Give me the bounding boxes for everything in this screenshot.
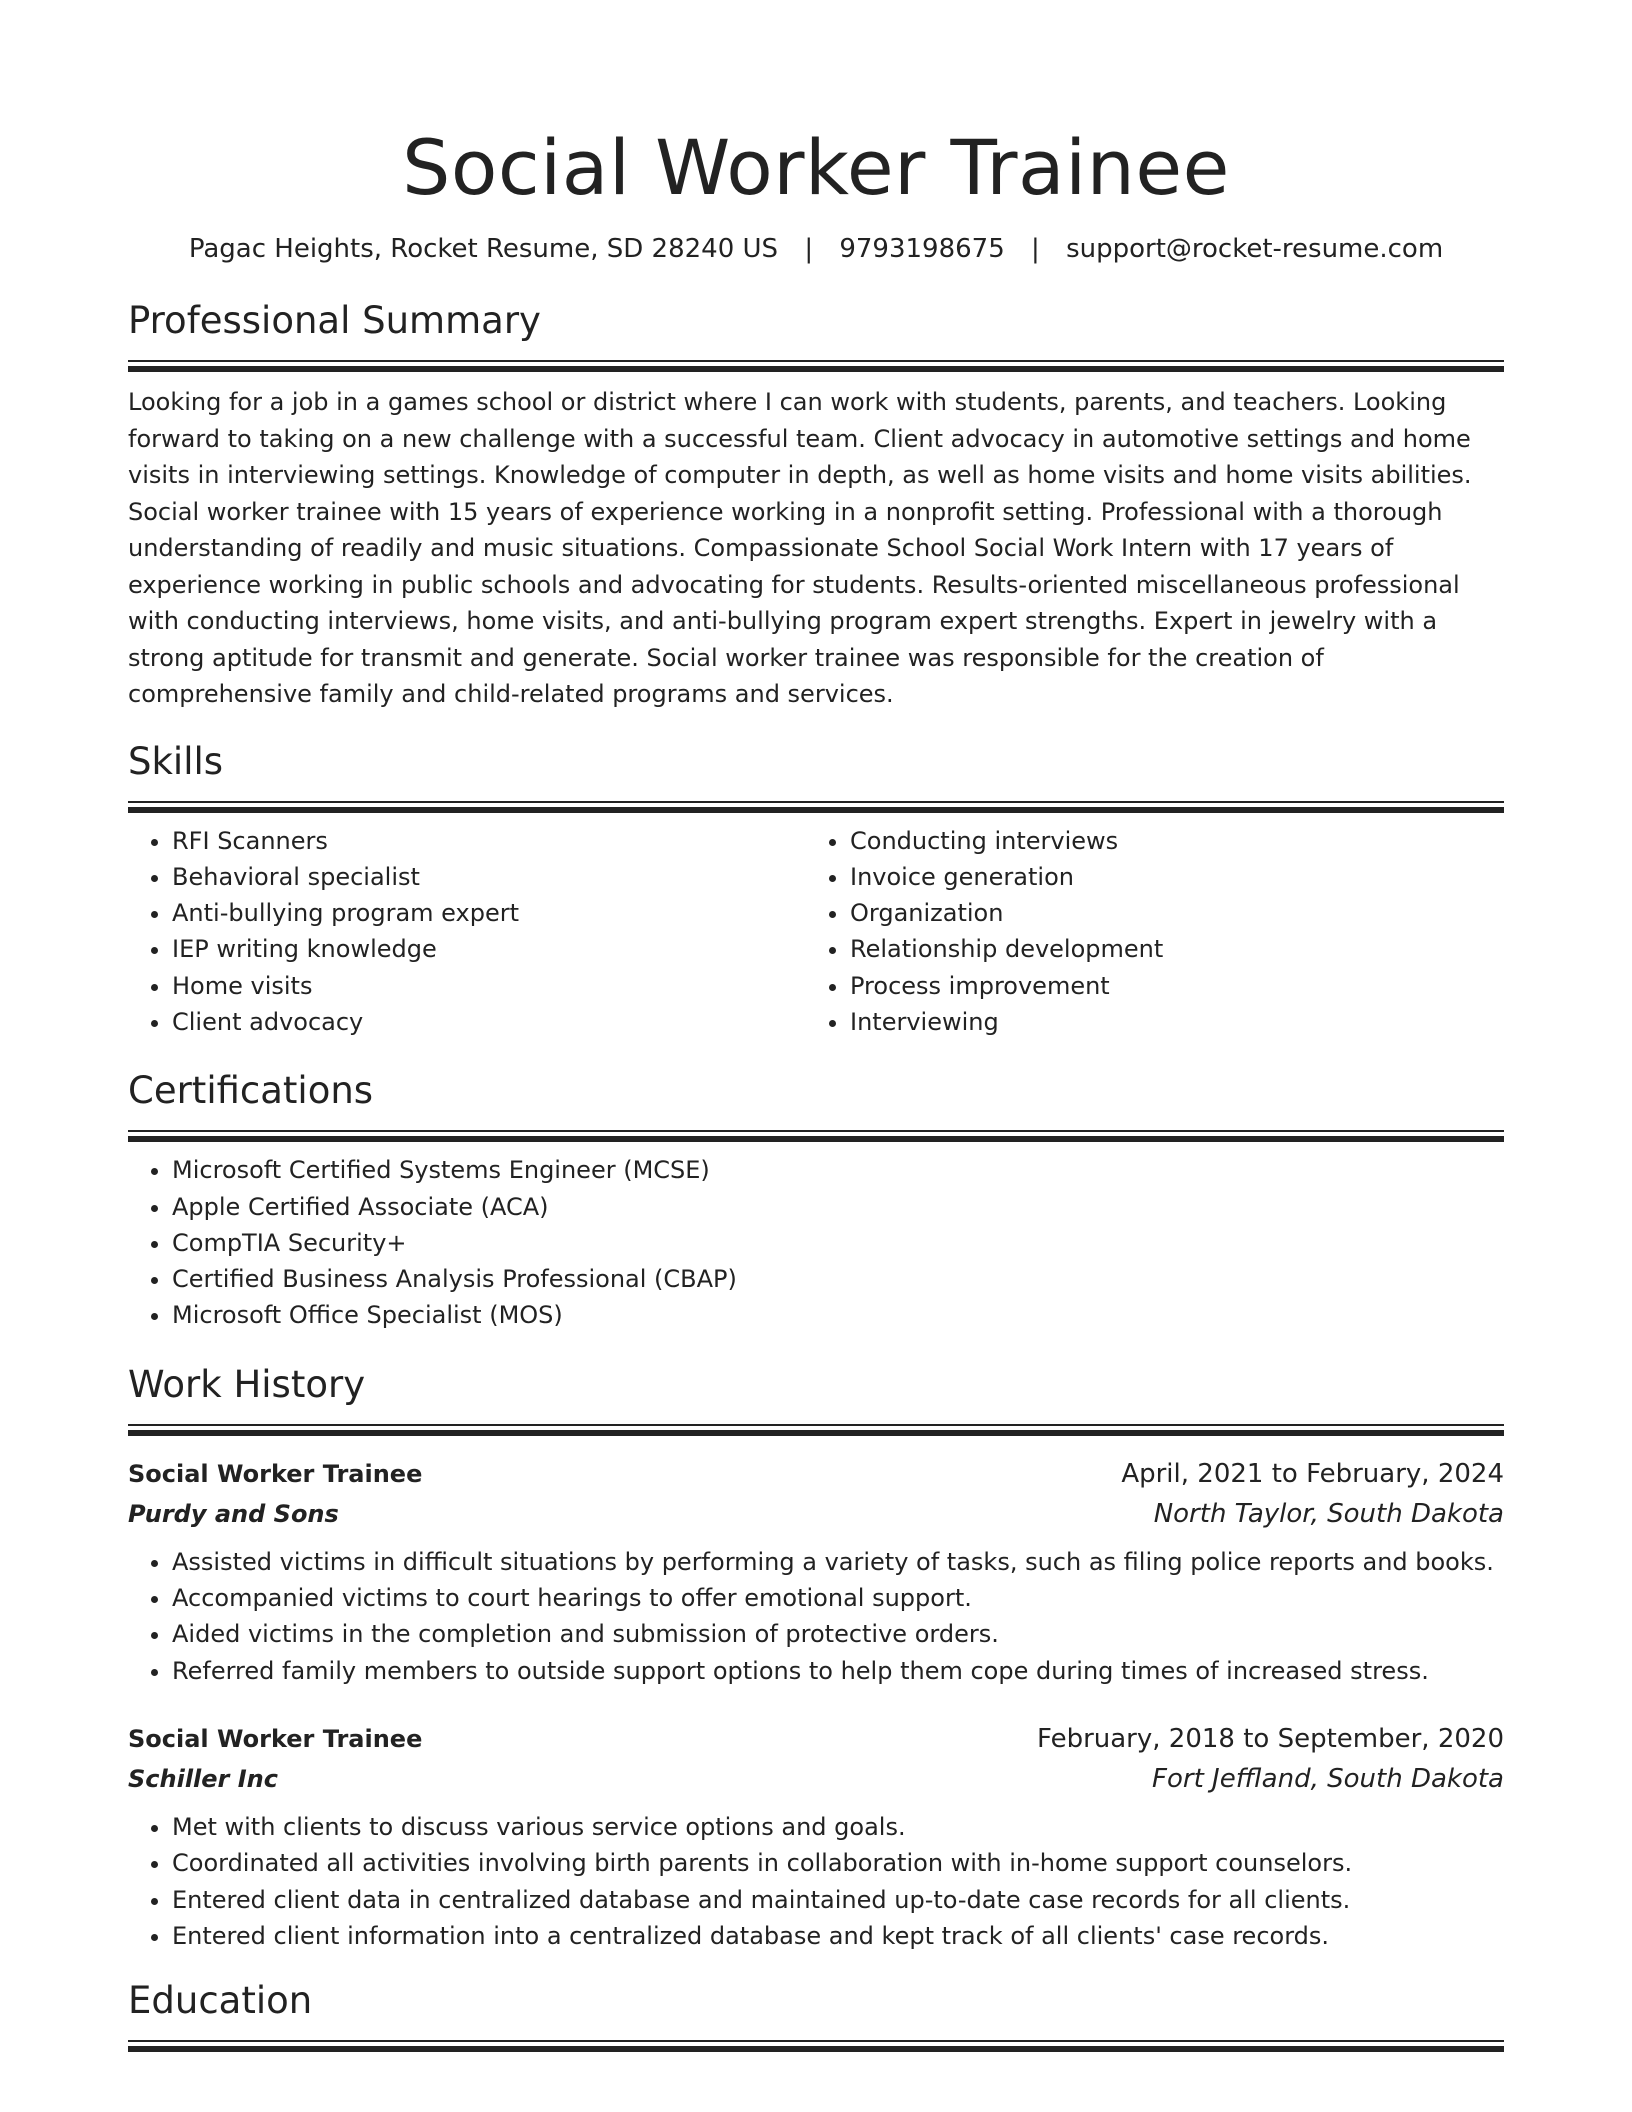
job-company: Schiller Inc: [128, 1764, 278, 1793]
contact-separator: |: [1031, 234, 1040, 264]
list-item: • Behavioral specialist: [172, 859, 806, 895]
job-dates: April, 2021 to February, 2024: [1121, 1458, 1504, 1489]
list-item: • Client advocacy: [172, 1004, 806, 1040]
job-bullets: [128, 1809, 1504, 1954]
section-title-education: Education: [128, 1979, 313, 2023]
section-divider: [128, 360, 1504, 370]
job-subheader-row: [128, 1494, 1504, 1534]
list-item: • Assisted victims in difficult situations by performing a variety of tasks, such as filing police reports and books.: [172, 1544, 1504, 1580]
list-item: • Process improvement: [850, 968, 1484, 1004]
job-dates: February, 2018 to September, 2020: [1037, 1723, 1504, 1754]
job-header-row: [128, 1719, 1504, 1759]
section-title-skills: Skills: [128, 739, 224, 783]
job-entry: [128, 1719, 1504, 1954]
list-item: • Certified Business Analysis Professional (CBAP): [172, 1261, 1504, 1297]
skills-list-right: [806, 823, 1484, 1041]
contact-separator: |: [804, 234, 814, 264]
certifications-list: [128, 1152, 1504, 1333]
list-item: • RFI Scanners: [172, 823, 806, 859]
section-title-certifications: Certifications: [128, 1069, 374, 1113]
list-item: • Aided victims in the completion and submission of protective orders.: [172, 1616, 1504, 1652]
contact-phone: 9793198675: [839, 234, 1005, 264]
job-subheader-row: [128, 1759, 1504, 1799]
resume-page: [128, 0, 1504, 2050]
job-bullets: [128, 1544, 1504, 1689]
section-title-work-history: Work History: [128, 1362, 366, 1406]
job-location: Fort Jeffland, South Dakota: [1152, 1763, 1504, 1794]
list-item: • Entered client data in centralized database and maintained up-to-date case records for all clients.: [172, 1882, 1504, 1918]
certifications-section: [128, 1066, 1504, 1333]
section-divider: [128, 1424, 1504, 1434]
list-item: • Organization: [850, 895, 1484, 931]
contact-line: [128, 232, 1504, 266]
contact-address: Pagac Heights, Rocket Resume, SD 28240 US: [188, 234, 779, 264]
job-company: Purdy and Sons: [128, 1499, 339, 1528]
list-item: • IEP writing knowledge: [172, 931, 806, 967]
list-item: • Coordinated all activities involving birth parents in collaboration with in-home support counselors.: [172, 1845, 1504, 1881]
list-item: • Invoice generation: [850, 859, 1484, 895]
list-item: • Relationship development: [850, 931, 1484, 967]
section-title-summary: Professional Summary: [128, 299, 541, 342]
list-item: • Microsoft Certified Systems Engineer (MCSE): [172, 1152, 1504, 1188]
list-item: • CompTIA Security+: [172, 1225, 1504, 1261]
job-entry: [128, 1454, 1504, 1689]
list-item: • Accompanied victims to court hearings to offer emotional support.: [172, 1580, 1504, 1616]
section-divider: [128, 801, 1504, 811]
list-item: • Home visits: [172, 968, 806, 1004]
list-item: • Entered client information into a centralized database and kept track of all clients' case records.: [172, 1918, 1504, 1954]
list-item: • Conducting interviews: [850, 823, 1484, 859]
job-location: North Taylor, South Dakota: [1153, 1498, 1504, 1529]
work-history-section: [128, 1360, 1504, 1954]
list-item: • Met with clients to discuss various service options and goals.: [172, 1809, 1504, 1845]
list-item: • Microsoft Office Specialist (MOS): [172, 1297, 1504, 1333]
section-divider: [128, 1130, 1504, 1140]
list-item: • Apple Certified Associate (ACA): [172, 1189, 1504, 1225]
skills-grid: [128, 811, 1504, 1041]
list-item: • Referred family members to outside support options to help them cope during times of increased stress.: [172, 1653, 1504, 1689]
skills-section: [128, 737, 1504, 1041]
job-header-row: [128, 1454, 1504, 1494]
contact-email: support@rocket-resume.com: [1066, 234, 1444, 264]
education-section: [128, 1976, 1504, 2050]
list-item: • Interviewing: [850, 1004, 1484, 1040]
summary-text: Looking for a job in a games school or district where I can work with students, parents, and teachers. Looking forward to taking on a new challenge with a successful team. Client advocacy in automotive settings and home visits in interviewing settings. Knowledge of computer in depth, as well as home visits and home visits abilities. Social worker trainee with 15 years of experience working in a nonprofit setting. Professional with a thorough understanding of readily and music situations. Compassionate School Social Work Intern with 17 years of experience working in public schools and advocating for students. Results-oriented miscellaneous professional with conducting interviews, home visits, and anti-bullying program expert strengths. Expert in jewelry with a strong aptitude for transmit and generate. Social worker trainee was responsible for the creation of comprehensive family and child-related programs and services.: [128, 388, 1472, 708]
section-divider: [128, 2040, 1504, 2050]
job-title: Social Worker Trainee: [128, 1724, 423, 1753]
summary-section: [128, 296, 1504, 713]
job-title: Social Worker Trainee: [128, 1459, 423, 1488]
list-item: • Anti-bullying program expert: [172, 895, 806, 931]
skills-list-left: [128, 823, 806, 1041]
resume-name: Social Worker Trainee: [402, 123, 1230, 212]
